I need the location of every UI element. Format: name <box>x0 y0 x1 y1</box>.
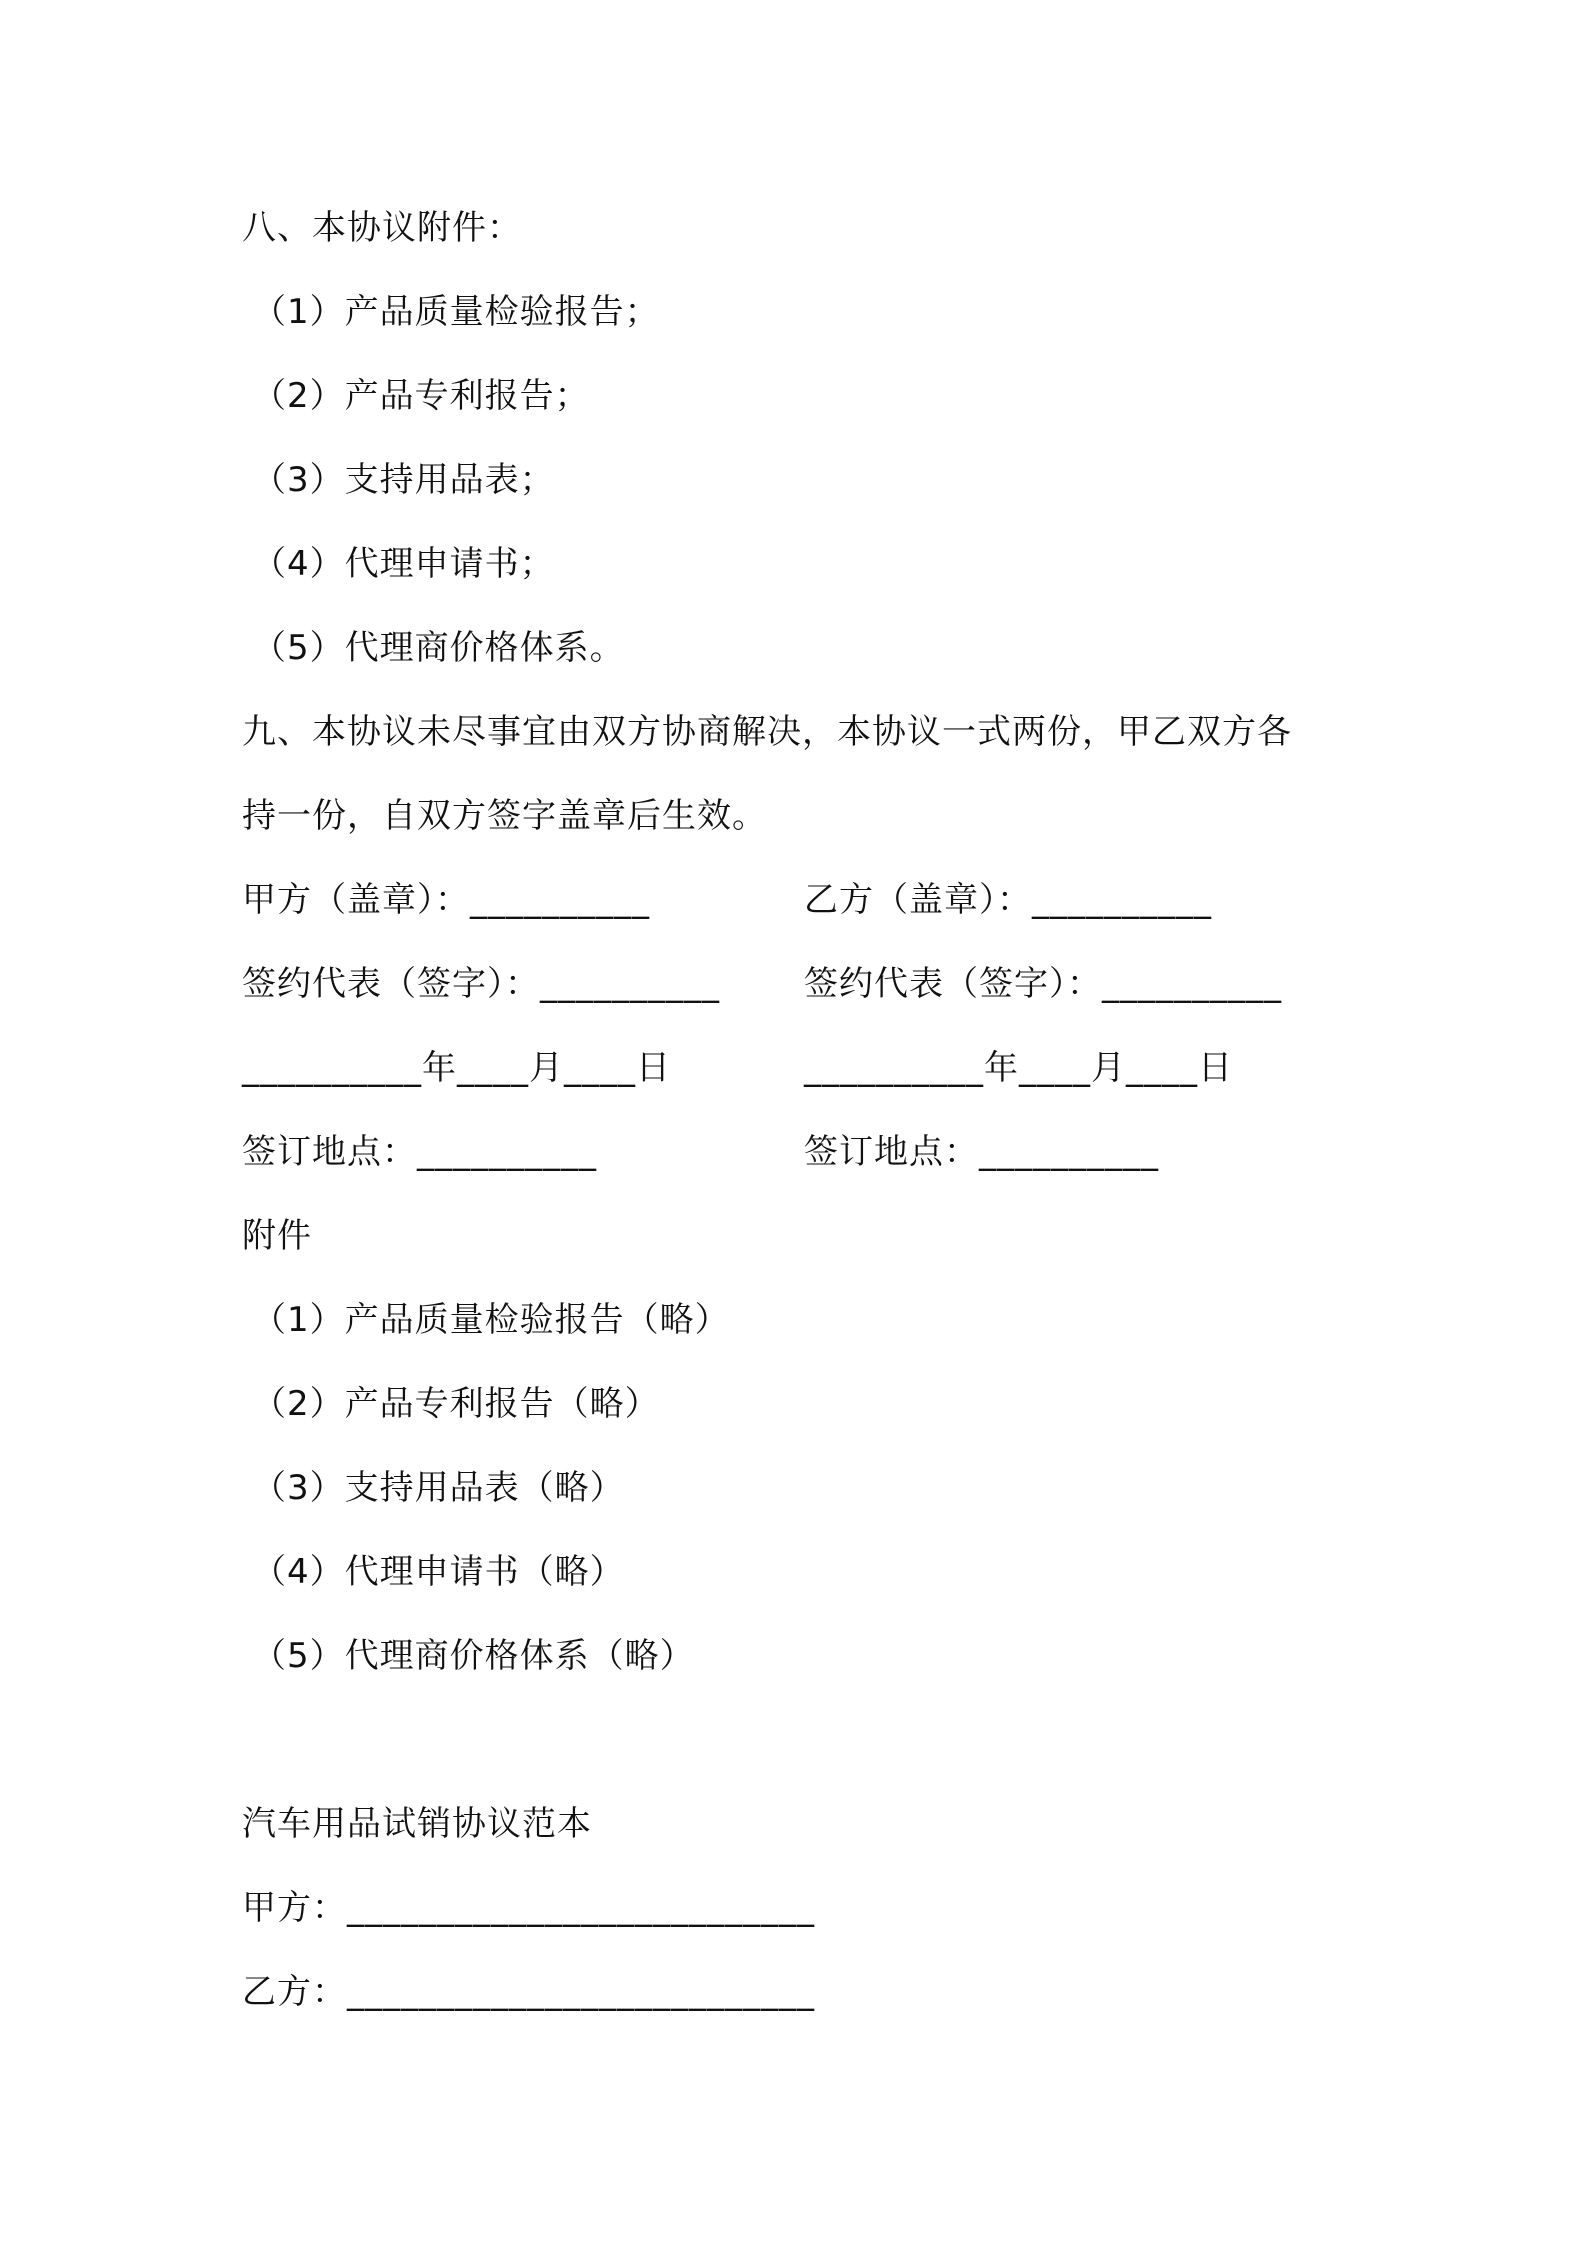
party-a-date-field: __________年____月____日 <box>242 1048 671 1088</box>
section-8-item-2: （2）产品专利报告； <box>252 376 590 416</box>
section-9-line-2: 持一份，自双方签字盖章后生效。 <box>242 796 767 836</box>
section-8-heading: 八、本协议附件： <box>242 208 522 248</box>
party-b-representative-field: 签约代表（签字）：__________ <box>804 964 1282 1004</box>
attachment-item-1: （1）产品质量检验报告（略） <box>252 1300 730 1340</box>
section-8-item-3: （3）支持用品表； <box>252 460 555 500</box>
attachment-item-5: （5）代理商价格体系（略） <box>252 1636 695 1676</box>
section-8-item-4: （4）代理申请书； <box>252 544 555 584</box>
attachments-heading: 附件 <box>242 1216 312 1256</box>
next-document-party-a: 甲方：__________________________ <box>242 1888 815 1928</box>
section-8-item-1: （1）产品质量检验报告； <box>252 292 660 332</box>
party-a-seal-field: 甲方（盖章）：__________ <box>242 880 650 920</box>
party-b-place-field: 签订地点：__________ <box>804 1132 1159 1172</box>
party-b-date-field: __________年____月____日 <box>804 1048 1233 1088</box>
attachment-item-2: （2）产品专利报告（略） <box>252 1384 660 1424</box>
next-document-title: 汽车用品试销协议范本 <box>242 1804 592 1844</box>
party-a-representative-field: 签约代表（签字）：__________ <box>242 964 720 1004</box>
party-b-seal-field: 乙方（盖章）：__________ <box>804 880 1212 920</box>
attachment-item-3: （3）支持用品表（略） <box>252 1468 625 1508</box>
party-a-place-field: 签订地点：__________ <box>242 1132 597 1172</box>
next-document-party-b: 乙方：__________________________ <box>242 1972 815 2012</box>
section-8-item-5: （5）代理商价格体系。 <box>252 628 625 668</box>
attachment-item-4: （4）代理申请书（略） <box>252 1552 625 1592</box>
section-9-line-1: 九、本协议未尽事宜由双方协商解决，本协议一式两份，甲乙双方各 <box>242 712 1292 752</box>
